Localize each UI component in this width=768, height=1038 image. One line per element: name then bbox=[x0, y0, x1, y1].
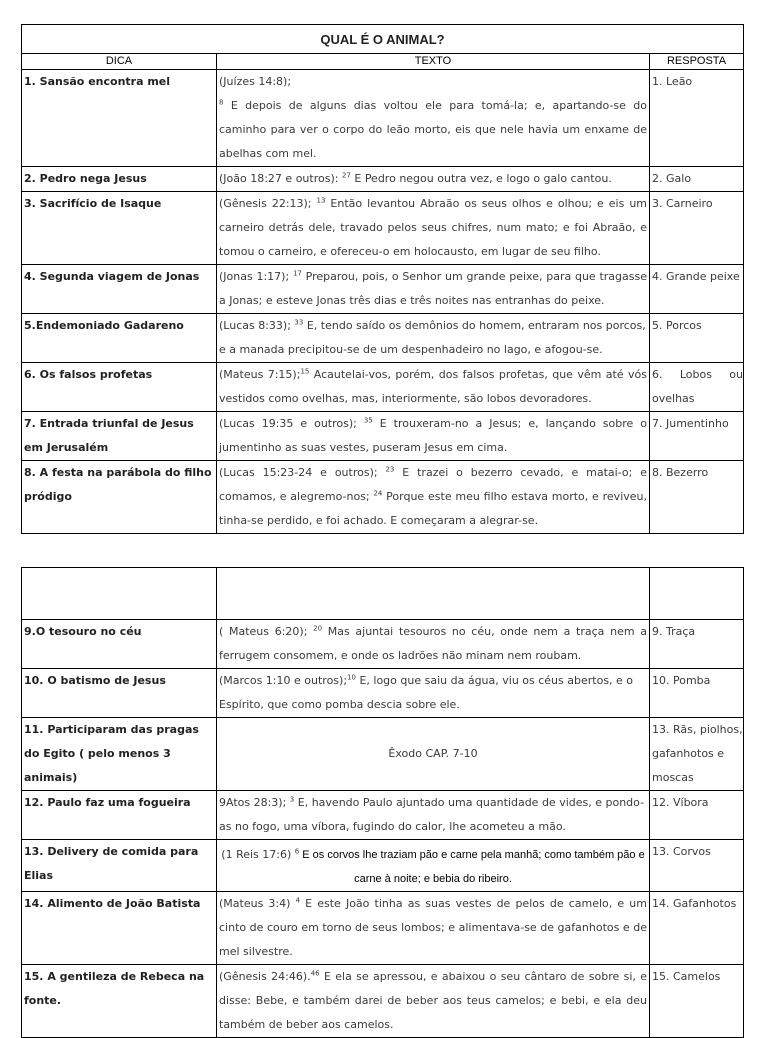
table-row bbox=[22, 791, 744, 840]
bible-reference: (Jonas 1:17); bbox=[219, 270, 293, 283]
verse-number: 4 bbox=[295, 896, 301, 905]
verse-text: E os corvos lhe traziam pão e carne pela manhã; como também pão e carne à noite; e bebia do ribeiro. bbox=[299, 849, 645, 885]
texto-cell bbox=[217, 791, 650, 840]
table-row bbox=[22, 892, 744, 965]
dica-cell: 5.Endemoniado Gadareno bbox=[22, 314, 217, 363]
texto-cell bbox=[217, 167, 650, 192]
texto-cell bbox=[217, 314, 650, 363]
resposta-cell: 4. Grande peixe bbox=[650, 265, 744, 314]
dica-cell: 7. Entrada triunfal de Jesus em Jerusalém bbox=[22, 412, 217, 461]
resposta-cell: 15. Camelos bbox=[650, 965, 744, 1038]
verse-text: Mas ajuntai tesouros no céu, onde nem a traça nem a ferrugem consomem, e onde os ladrões não minam nem roubam. bbox=[219, 625, 647, 662]
verse-number: 27 bbox=[341, 171, 351, 180]
table-row bbox=[22, 412, 744, 461]
resposta-cell: 2. Galo bbox=[650, 167, 744, 192]
empty-cell bbox=[217, 568, 650, 620]
header-dica: DICA bbox=[22, 54, 217, 70]
table-row bbox=[22, 314, 744, 363]
dica-cell: 2. Pedro nega Jesus bbox=[22, 167, 217, 192]
texto-cell bbox=[217, 265, 650, 314]
empty-cell bbox=[650, 568, 744, 620]
verse-number: 46 bbox=[310, 969, 320, 978]
bible-reference: (Lucas 8:33); bbox=[219, 319, 295, 332]
dica-cell: 12. Paulo faz uma fogueira bbox=[22, 791, 217, 840]
verse-number: 33 bbox=[294, 318, 304, 327]
bible-reference: (João 18:27 e outros): bbox=[219, 172, 342, 185]
resposta-cell: 8. Bezerro bbox=[650, 461, 744, 534]
dica-cell: 11. Participaram das pragas do Egito ( pelo menos 3 animais) bbox=[22, 718, 217, 791]
quiz-table-1 bbox=[21, 24, 744, 534]
texto-cell bbox=[217, 965, 650, 1038]
texto-cell bbox=[217, 363, 650, 412]
resposta-cell: 5. Porcos bbox=[650, 314, 744, 363]
verse-number: 24 bbox=[373, 489, 383, 498]
dica-cell: 10. O batismo de Jesus bbox=[22, 669, 217, 718]
table-row bbox=[22, 363, 744, 412]
resposta-cell: 12. Víbora bbox=[650, 791, 744, 840]
resposta-cell: 1. Leão bbox=[650, 70, 744, 167]
bible-reference: (Marcos 1:10 e outros); bbox=[219, 674, 348, 687]
verse-text: Então levantou Abraão os seus olhos e olhou; e eis um carneiro detrás dele, travado pelos seus chifres, num mato; e foi Abraão, e tomou o carneiro, e ofereceu-o em holocausto, em lugar de seu filho. bbox=[219, 197, 648, 258]
bible-reference: (1 Reis 17:6) bbox=[221, 848, 295, 861]
verse-number: 35 bbox=[363, 416, 373, 425]
verse-text: E, logo que saiu da água, viu os céus abertos, e o Espírito, que como pomba descia sobre ele. bbox=[219, 674, 634, 711]
verse-text: E, havendo Paulo ajuntado uma quantidade de vides, e pondo-as no fogo, uma víbora, fugindo do calor, lhe acometeu a mão. bbox=[219, 796, 645, 833]
table-row bbox=[22, 718, 744, 791]
texto-cell bbox=[217, 192, 650, 265]
dica-cell: 4. Segunda viagem de Jonas bbox=[22, 265, 217, 314]
verse-text: Acautelai-vos, porém, dos falsos profetas, que vêm até vós vestidos como ovelhas, mas, interiormente, são lobos devoradores. bbox=[219, 368, 647, 405]
table-title: QUAL É O ANIMAL? bbox=[22, 25, 744, 54]
dica-cell: 6. Os falsos profetas bbox=[22, 363, 217, 412]
table-row bbox=[22, 192, 744, 265]
bible-reference: 9Atos 28:3); bbox=[219, 796, 290, 809]
texto-cell bbox=[217, 669, 650, 718]
dica-cell: 8. A festa na parábola do filho pródigo bbox=[22, 461, 217, 534]
resposta-cell: 3. Carneiro bbox=[650, 192, 744, 265]
verse-text: E este João tinha as suas vestes de pelos de camelo, e um cinto de couro em torno de seus lombos; e alimentava-se de gafanhotos e de mel silvestre. bbox=[219, 897, 647, 958]
table-row bbox=[22, 669, 744, 718]
resposta-cell: 14. Gafanhotos bbox=[650, 892, 744, 965]
bible-reference: (Mateus 3:4) bbox=[219, 897, 296, 910]
verse-number: 3 bbox=[289, 795, 295, 804]
resposta-cell: 10. Pomba bbox=[650, 669, 744, 718]
verse-number: 20 bbox=[313, 624, 323, 633]
empty-header-row bbox=[22, 568, 744, 620]
verse-text: E depois de alguns dias voltou ele para tomá-la; e, apartando-se do caminho para ver o corpo do leão morto, eis que nele havia um enxame de abelhas com mel. bbox=[219, 99, 647, 160]
bible-reference: (Gênesis 22:13); bbox=[219, 197, 317, 210]
texto-cell bbox=[217, 70, 650, 167]
verse-number: 6 bbox=[294, 847, 300, 856]
verse-number: 10 bbox=[347, 673, 356, 682]
resposta-cell: 9. Traça bbox=[650, 620, 744, 669]
table-row bbox=[22, 965, 744, 1038]
verse-text: E Pedro negou outra vez, e logo o galo cantou. bbox=[350, 172, 612, 185]
bible-reference: ( Mateus 6:20); bbox=[219, 625, 314, 638]
table-row bbox=[22, 620, 744, 669]
bible-reference: (Lucas 19:35 e outros); bbox=[219, 417, 364, 430]
table-row bbox=[22, 461, 744, 534]
dica-cell: 15. A gentileza de Rebeca na fonte. bbox=[22, 965, 217, 1038]
texto-cell bbox=[217, 892, 650, 965]
table-row bbox=[22, 840, 744, 892]
bible-reference: (Lucas 15:23-24 e outros); bbox=[219, 466, 386, 479]
texto-cell bbox=[217, 840, 650, 892]
verse-text: Preparou, pois, o Senhor um grande peixe, para que tragasse a Jonas; e esteve Jonas três dias e três noites nas entranhas do peixe. bbox=[219, 270, 647, 307]
bible-reference: (Gênesis 24:46). bbox=[219, 970, 311, 983]
verse-number: 15 bbox=[300, 367, 310, 376]
dica-cell: 13. Delivery de comida para Elias bbox=[22, 840, 217, 892]
verse-text: Porque este meu filho estava morto, e reviveu, tinha-se perdido, e foi achado. E começaram a alegrar-se. bbox=[219, 490, 647, 527]
verse-text: E, tendo saído os demônios do homem, entraram nos porcos, e a manada precipitou-se de um despenhadeiro no lago, e afogou-se. bbox=[219, 319, 646, 356]
verse-number: 17 bbox=[292, 269, 302, 278]
bible-reference: (Mateus 7:15); bbox=[219, 368, 301, 381]
dica-cell: 14. Alimento de João Batista bbox=[22, 892, 217, 965]
header-texto: TEXTO bbox=[217, 54, 650, 70]
dica-cell: 3. Sacrifício de Isaque bbox=[22, 192, 217, 265]
empty-cell bbox=[22, 568, 217, 620]
verse-text: E ela se apressou, e abaixou o seu cântaro de sobre si, e disse: Bebe, e também darei de beber aos teus camelos; e bebi, e ela deu também de beber aos camelos. bbox=[219, 970, 648, 1031]
dica-cell: 9.O tesouro no céu bbox=[22, 620, 217, 669]
dica-cell: 1. Sansão encontra mel bbox=[22, 70, 217, 167]
texto-cell bbox=[217, 461, 650, 534]
resposta-cell: 6. Lobos ou ovelhas bbox=[650, 363, 744, 412]
table-row bbox=[22, 167, 744, 192]
table-row bbox=[22, 70, 744, 167]
verse-text: E trouxeram-no a Jesus; e, lançando sobre o jumentinho as suas vestes, puseram Jesus em cima. bbox=[219, 417, 647, 454]
texto-cell bbox=[217, 620, 650, 669]
header-resposta: RESPOSTA bbox=[650, 54, 744, 70]
verse-number: 23 bbox=[385, 465, 395, 474]
texto-cell bbox=[217, 412, 650, 461]
resposta-cell: 7. Jumentinho bbox=[650, 412, 744, 461]
bible-reference: (Juízes 14:8); bbox=[219, 75, 292, 88]
quiz-table-2 bbox=[21, 567, 744, 1038]
table-row bbox=[22, 265, 744, 314]
texto-cell: Êxodo CAP. 7-10 bbox=[217, 718, 650, 791]
verse-number: 8 bbox=[219, 98, 224, 107]
resposta-cell: 13. Rãs, piolhos, gafanhotos e moscas bbox=[650, 718, 744, 791]
resposta-cell: 13. Corvos bbox=[650, 840, 744, 892]
verse-number: 13 bbox=[316, 196, 326, 205]
verse-text: E trazei o bezerro cevado, e matai-o; e comamos, e alegremo-nos; bbox=[219, 466, 647, 503]
